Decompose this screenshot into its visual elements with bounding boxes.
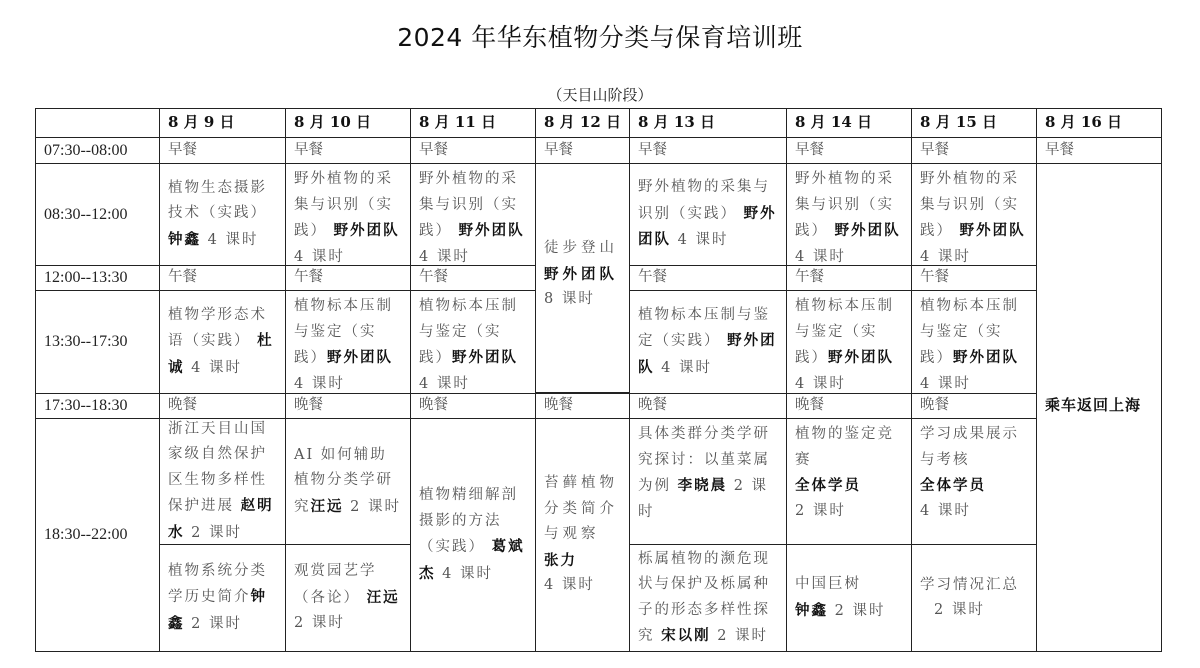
header-date: 8 月 10 日 (285, 108, 411, 138)
session-d10-afternoon (285, 290, 411, 394)
session-instructor: 汪远 (310, 497, 344, 515)
session-d15-evening-1 (911, 418, 1037, 545)
session-title: 植物精细解剖摄影的方法（实践） (419, 487, 518, 555)
session-d15-morning (911, 163, 1037, 266)
session-hours: 2 课时 (710, 628, 769, 644)
meal-dinner: 晚餐 (410, 393, 536, 419)
session-instructor: 野外团队 (953, 349, 1019, 366)
session-title: 植物标本压制与鉴定（实践） (920, 298, 1019, 366)
session-title: 野外植物的采集与识别（实践） (795, 171, 894, 239)
time-slot: 13:30--17:30 (35, 290, 160, 394)
header-date: 8 月 14 日 (786, 108, 912, 138)
session-instructor: 杜诚 (168, 332, 274, 376)
time-slot: 08:30--12:00 (35, 163, 160, 266)
session-instructor: 全体学员 (795, 477, 861, 494)
page-subtitle: （天目山阶段） (547, 86, 653, 104)
session-d15-evening-2 (911, 544, 1037, 652)
time-slot: 18:30--22:00 (35, 418, 160, 652)
header-date: 8 月 13 日 (629, 108, 787, 138)
session-hours: 2 课时 (795, 502, 846, 519)
meal-dinner: 晚餐 (159, 393, 286, 419)
session-d13-evening-1 (629, 418, 787, 545)
session-d10-evening-1 (285, 418, 411, 545)
meal-breakfast: 早餐 (629, 137, 787, 164)
session-title: 植物系统分类学历史简介 (168, 562, 267, 606)
meal-breakfast: 早餐 (1036, 137, 1162, 164)
meal-lunch: 午餐 (786, 265, 912, 291)
session-instructor: 野外团队 (834, 222, 901, 239)
header-date: 8 月 11 日 (410, 108, 536, 138)
session-instructor: 野外团队 (333, 222, 400, 239)
session-instructor: 赵明水 (168, 497, 274, 541)
session-d9-evening-1 (159, 418, 286, 545)
session-hours: 2 课时 (184, 615, 242, 632)
session-d11-evening (410, 418, 536, 652)
session-title: 学习成果展示与考核 (920, 426, 1019, 468)
meal-dinner: 晚餐 (285, 393, 411, 419)
time-slot: 07:30--08:00 (35, 137, 160, 164)
meal-breakfast: 早餐 (159, 137, 286, 164)
meal-breakfast: 早餐 (786, 137, 912, 164)
session-d14-morning (786, 163, 912, 266)
session-hours: 4 课时 (795, 375, 846, 392)
session-d11-afternoon (410, 290, 536, 394)
meal-dinner: 晚餐 (786, 393, 912, 419)
session-hours: 2 课时 (638, 478, 769, 520)
session-title: 植物标本压制与鉴定（实践） (419, 298, 518, 366)
session-d14-evening-2 (786, 544, 912, 652)
session-title: 植物生态摄影技术（实践） (168, 179, 267, 222)
meal-dinner: 晚餐 (535, 393, 630, 419)
session-title: 野外植物的采集与识别（实践） (638, 179, 770, 222)
session-instructor: 钟鑫 (168, 588, 267, 632)
session-hours: 4 课时 (654, 359, 712, 376)
session-title: 具体类群分类学研究探讨：以堇菜属为例 (638, 426, 770, 494)
session-hours: 4 课时 (184, 359, 242, 376)
session-instructor: 野外团队 (638, 204, 777, 249)
meal-dinner: 晚餐 (911, 393, 1037, 419)
session-d9-evening-2 (159, 544, 286, 652)
session-hours: 2 课时 (934, 602, 985, 618)
session-instructor: 葛斌杰 (419, 538, 525, 582)
session-title: 浙江天目山国家级自然保护区生物多样性保护进展 (168, 420, 267, 515)
session-d13-evening-2 (629, 544, 787, 652)
session-hours: 2 课时 (294, 615, 345, 632)
session-hours: 4 课时 (544, 577, 595, 594)
time-slot: 12:00--13:30 (35, 265, 160, 291)
session-d10-evening-2 (285, 544, 411, 652)
session-d13-morning (629, 163, 787, 266)
session-title: 栎属植物的濒危现状与保护及栎属种子的形态多样性探究 (638, 550, 770, 644)
session-hours: 4 课时 (294, 248, 345, 265)
session-title: 植物标本压制与鉴定（实践） (638, 306, 770, 350)
meal-lunch: 午餐 (410, 265, 536, 291)
session-d13-afternoon (629, 290, 787, 394)
session-instructor: 野外团队 (458, 222, 525, 239)
session-d16-return (1036, 163, 1162, 652)
session-title: 徒步登山 (544, 240, 618, 256)
session-title: 苔藓植物分类简介与观察 (544, 475, 618, 543)
session-d14-evening-1 (786, 418, 912, 545)
session-hours: 8 课时 (544, 291, 595, 307)
session-instructor: 野外团队 (638, 332, 777, 376)
time-slot: 17:30--18:30 (35, 393, 160, 419)
session-title: AI 如何辅助植物分类学研究 (294, 446, 393, 515)
session-hours: 2 课时 (828, 602, 886, 619)
session-hours: 4 课时 (795, 248, 846, 265)
session-hours: 2 课时 (343, 498, 401, 515)
session-instructor: 野外团队 (452, 349, 518, 366)
session-d9-afternoon (159, 290, 286, 394)
session-hours: 4 课时 (419, 375, 470, 392)
session-title: 中国巨树 (795, 576, 861, 592)
session-instructor: 宋以刚 (661, 627, 711, 644)
session-hours: 2 课时 (184, 524, 242, 541)
session-title: 学习情况汇总 (920, 576, 1019, 593)
return-note: 乘车返回上海 (1045, 396, 1142, 415)
session-d10-morning (285, 163, 411, 266)
session-title: 野外植物的采集与识别（实践） (419, 171, 518, 239)
meal-lunch: 午餐 (159, 265, 286, 291)
session-d11-morning (410, 163, 536, 266)
session-hours: 4 课时 (294, 375, 345, 392)
session-instructor: 全体学员 (920, 477, 986, 494)
session-instructor: 汪远 (366, 588, 400, 606)
meal-breakfast: 早餐 (911, 137, 1037, 164)
session-hours: 4 课时 (920, 502, 971, 519)
session-hours: 4 课时 (920, 375, 971, 392)
session-title: 野外植物的采集与识别（实践） (920, 171, 1019, 239)
header-date: 8 月 12 日 (535, 108, 630, 138)
session-instructor: 钟鑫 (168, 230, 201, 248)
session-instructor: 野外团队 (959, 222, 1026, 239)
session-d15-afternoon (911, 290, 1037, 394)
session-hours: 4 课时 (920, 248, 971, 265)
session-instructor: 野外团队 (544, 265, 618, 283)
session-instructor: 野外团队 (327, 349, 393, 366)
meal-lunch: 午餐 (629, 265, 787, 291)
header-date: 8 月 16 日 (1036, 108, 1162, 138)
session-title: 植物学形态术语（实践） (168, 306, 267, 350)
session-title: 植物的鉴定竞赛 (795, 426, 894, 468)
header-date: 8 月 15 日 (911, 108, 1037, 138)
page-title: 2024 年华东植物分类与保育培训班 (397, 23, 803, 52)
session-d12-evening (535, 418, 630, 652)
meal-breakfast: 早餐 (535, 137, 630, 164)
meal-breakfast: 早餐 (410, 137, 536, 164)
session-title: 植物标本压制与鉴定（实践） (795, 298, 894, 366)
session-d12-hiking (535, 163, 630, 393)
session-title: 植物标本压制与鉴定（实践） (294, 298, 393, 366)
meal-breakfast: 早餐 (285, 137, 411, 164)
session-hours: 4 课时 (201, 231, 259, 248)
session-hours: 4 课时 (419, 248, 470, 265)
session-instructor: 野外团队 (828, 349, 894, 366)
session-instructor: 张力 (544, 551, 577, 569)
session-hours: 4 课时 (671, 232, 729, 249)
session-d9-morning (159, 163, 286, 266)
session-title: 野外植物的采集与识别（实践） (294, 171, 393, 239)
meal-lunch: 午餐 (285, 265, 411, 291)
session-instructor: 钟鑫 (795, 601, 828, 619)
session-hours: 4 课时 (435, 565, 493, 582)
header-corner (35, 108, 160, 138)
meal-dinner: 晚餐 (629, 393, 787, 419)
session-title: 观赏园艺学（各论） (294, 563, 377, 606)
meal-lunch: 午餐 (911, 265, 1037, 291)
header-date: 8 月 9 日 (159, 108, 286, 138)
session-instructor: 李晓晨 (677, 477, 728, 494)
session-d14-afternoon (786, 290, 912, 394)
